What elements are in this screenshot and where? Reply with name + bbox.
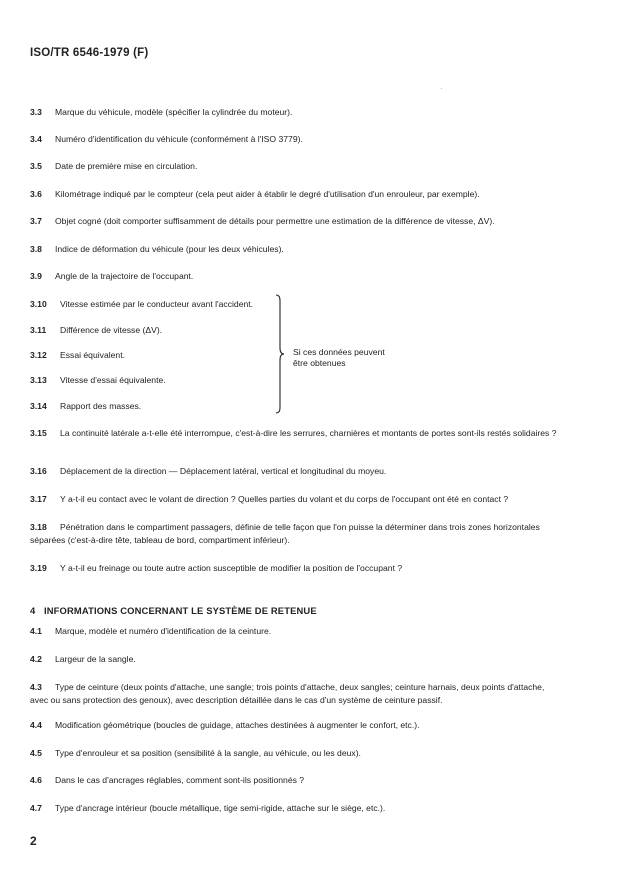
item-text: Largeur de la sangle. (55, 654, 136, 664)
list-item (30, 493, 558, 506)
item-text: Date de première mise en circulation. (55, 161, 198, 171)
list-item (30, 719, 558, 732)
item-text: Marque du véhicule, modèle (spécifier la cylindrée du moteur). (55, 107, 293, 117)
item-number: 3.5 (30, 161, 42, 171)
item-text: Différence de vitesse (ΔV). (60, 325, 163, 335)
section-title: INFORMATIONS CONCERNANT LE SYSTÈME DE RETENUE (44, 605, 317, 616)
section-heading (30, 605, 317, 616)
item-text: Dans le cas d'ancrages réglables, comment sont-ils positionnés ? (55, 775, 305, 785)
item-number: 3.18 (30, 522, 47, 532)
list-item (30, 374, 270, 387)
list-item (30, 427, 558, 440)
item-text: Type de ceinture (deux points d'attache, une sangle; trois points d'attache, deux sangles; ceinture harnais, deux points d'attache, avec ou sans protection des genoux), avec description détaillée dans le cas d'un système de ceinture passif. (30, 682, 545, 705)
item-number: 3.13 (30, 375, 47, 385)
item-number: 3.9 (30, 271, 42, 281)
item-text: Marque, modèle et numéro d'identification de la ceinture. (55, 626, 272, 636)
list-item (30, 625, 558, 638)
item-text: Kilométrage indiqué par le compteur (cela peut aider à établir le degré d'utilisation d'un enrouleur, par exemple). (55, 189, 480, 199)
list-item (30, 465, 558, 478)
item-text: Angle de la trajectoire de l'occupant. (55, 271, 194, 281)
page-number: 2 (30, 834, 37, 848)
item-number: 3.7 (30, 216, 42, 226)
list-item (30, 802, 558, 815)
list-item (30, 160, 558, 173)
list-item (30, 521, 558, 547)
item-number: 3.17 (30, 494, 47, 504)
list-item (30, 562, 558, 575)
item-number: 3.14 (30, 401, 47, 411)
list-item (30, 774, 558, 787)
right-brace (274, 294, 286, 414)
item-text: Essai équivalent. (60, 350, 125, 360)
item-number: 3.4 (30, 134, 42, 144)
item-text: Déplacement de la direction — Déplacement latéral, vertical et longitudinal du moyeu. (60, 466, 387, 476)
item-number: 3.6 (30, 189, 42, 199)
item-number: 3.8 (30, 244, 42, 254)
item-text: Modification géométrique (boucles de guidage, attaches destinées à augmenter le confort, etc.). (55, 720, 420, 730)
item-number: 4.6 (30, 775, 42, 785)
list-item (30, 324, 270, 337)
item-number: 4.7 (30, 803, 42, 813)
list-item (30, 681, 558, 707)
list-item (30, 400, 270, 413)
list-item (30, 243, 558, 256)
list-item (30, 747, 558, 760)
item-text: Objet cogné (doit comporter suffisamment de détails pour permettre une estimation de la différence de vitesse, ΔV). (55, 216, 495, 226)
scan-speck (441, 88, 442, 89)
list-item (30, 215, 558, 228)
list-item (30, 270, 558, 283)
item-text: La continuité latérale a-t-elle été interrompue, c'est-à-dire les serrures, charnières et montants de portes sont-ils restés solidaires ? (60, 428, 557, 438)
document-header: ISO/TR 6546-1979 (F) (30, 47, 149, 59)
brace-note-line: Si ces données peuvent (293, 347, 385, 357)
list-item (30, 653, 558, 666)
item-text: Rapport des masses. (60, 401, 142, 411)
item-number: 3.3 (30, 107, 42, 117)
item-text: Numéro d'identification du véhicule (conformément à l'ISO 3779). (55, 134, 303, 144)
list-item (30, 349, 270, 362)
section-number: 4 (30, 605, 36, 616)
item-number: 4.2 (30, 654, 42, 664)
item-text: Pénétration dans le compartiment passagers, définie de telle façon que l'on puisse la déterminer dans trois zones horizontales séparées (c'est-à-dire tête, tableau de bord, compartiment inférieur). (30, 522, 540, 545)
item-text: Type d'ancrage intérieur (boucle métallique, tige semi-rigide, attache sur le siège, etc.). (55, 803, 386, 813)
item-number: 3.19 (30, 563, 47, 573)
item-text: Y a-t-il eu contact avec le volant de direction ? Quelles parties du volant et du corps de l'occupant ont été en contact ? (60, 494, 509, 504)
list-item (30, 298, 270, 311)
item-number: 3.11 (30, 325, 47, 335)
item-text: Vitesse d'essai équivalente. (60, 375, 166, 385)
item-number: 3.10 (30, 299, 47, 309)
list-item (30, 188, 558, 201)
brace-note (293, 347, 385, 369)
item-text: Type d'enrouleur et sa position (sensibilité à la sangle, au véhicule, ou les deux). (55, 748, 361, 758)
item-number: 4.4 (30, 720, 42, 730)
item-number: 4.1 (30, 626, 42, 636)
item-number: 4.3 (30, 682, 42, 692)
list-item (30, 133, 558, 146)
item-text: Indice de déformation du véhicule (pour les deux véhicules). (55, 244, 284, 254)
item-number: 3.12 (30, 350, 47, 360)
list-item (30, 106, 558, 119)
item-number: 4.5 (30, 748, 42, 758)
item-text: Vitesse estimée par le conducteur avant l'accident. (60, 299, 254, 309)
item-text: Y a-t-il eu freinage ou toute autre action susceptible de modifier la position de l'occupant ? (60, 563, 403, 573)
brace-note-line: être obtenues (293, 358, 346, 368)
item-number: 3.16 (30, 466, 47, 476)
item-number: 3.15 (30, 428, 47, 438)
